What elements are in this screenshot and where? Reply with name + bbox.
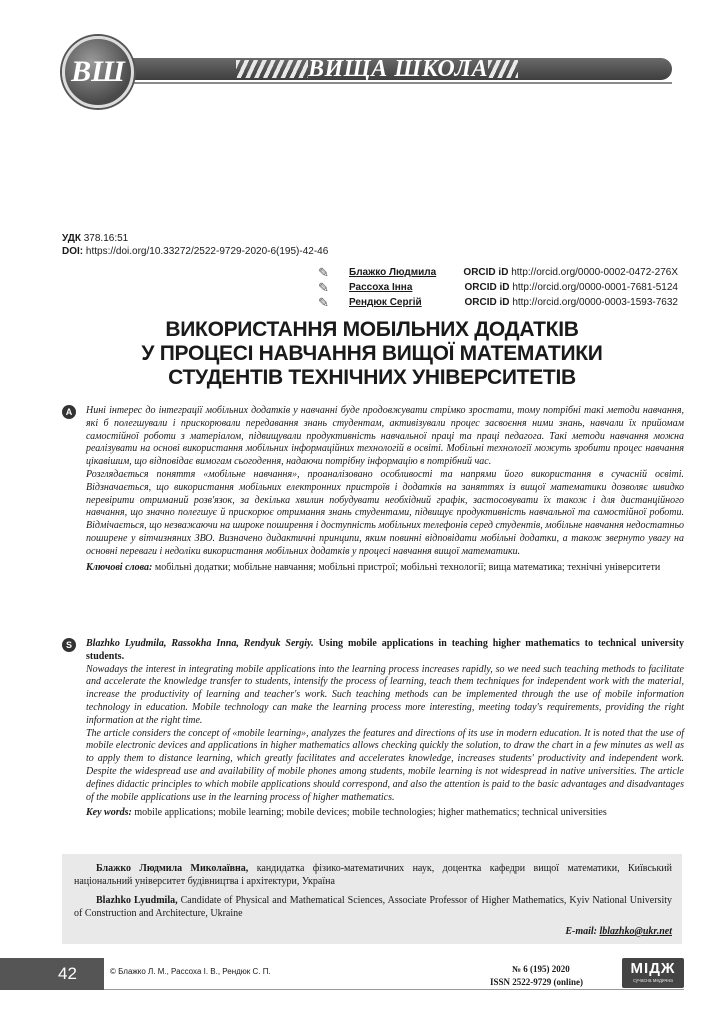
author-row [318, 295, 678, 310]
summary-badge: S [62, 638, 76, 652]
header-stripes [236, 60, 308, 78]
summary-paragraph: The article considers the concept of «mobile learning», analyzes the features and directions of its use in modern education. It is noted that the use of mobile electronic devices and applications in higher mathematics allows checking quickly the solution, to draw the chart in a few minutes as well as to apply them to distance learning, which greatly facilitates and accelerates knowledge, increases students' productivity and independent work. Despite the widespread use and availability of mobile phones among students, mobile learning is not widespread in native universities. The article defines didactic principles to which mobile applications should correspond, and also the attention is paid to the basic advantages and disadvantages of the mobile applications use in the learning process of higher mathematics. [86, 727, 684, 803]
author-name[interactable]: Рассоха Інна [349, 282, 413, 293]
section-title: ВИЩА ШКОЛА [308, 56, 489, 82]
article-title [62, 318, 682, 390]
logo-letters: ВШ [71, 55, 125, 88]
keywords [86, 807, 684, 820]
journal-brand-text: МІДЖ [630, 960, 676, 977]
orcid-label: ORCID iD [464, 282, 510, 293]
author-row [318, 280, 678, 295]
pen-icon: ✎ [318, 295, 329, 310]
title-line: У ПРОЦЕСІ НАВЧАННЯ ВИЩОЇ МАТЕМАТИКИ [141, 342, 603, 365]
author-list [318, 265, 678, 310]
keywords-text: мобільні додатки; мобільне навчання; мобільні пристрої; мобільні технології; вища математика; технічні університети [154, 561, 661, 573]
issue-number: № 6 (195) 2020 [512, 964, 570, 974]
orcid-label: ORCID iD [463, 267, 509, 278]
email-link[interactable]: lblazhko@ukr.net [599, 926, 672, 937]
udk-label: УДК [62, 233, 81, 244]
abstract-paragraph: Розглядається поняття «мобільне навчання», проаналізовано особливості та напрями його використання в сучасній освіті. Відзначається, що використання мобільних електронних пристроїв і додатків на заняттях із вищої математики дозволяє швидко перевірити отриманий розв'язок, за декілька хвилин побудувати необхідний графік, застосовувати їх також і для дистанційного навчання, що значно полегшує й прискорює отримання знань студентами, підвищує продуктивність навчальної та самостійної роботи. Відмічається, що незважаючи на широке поширення і доступність мобільних телефонів серед студентів, мобільне навчання недостатньо поширене у вітчизняних ЗВО. Визначено дидактичні принципи, яким повинні відповідати мобільні додатки, а також звернуто увагу на основні переваги і недоліки використання мобільних додатків у процесі навчання вищої математики. [86, 468, 684, 557]
keywords-label: Key words: [86, 807, 132, 819]
journal-brand-logo [622, 958, 684, 988]
summary-title: Using mobile applications in teaching higher mathematics to technical university students. [86, 638, 684, 662]
doi-label: DOI: [62, 246, 84, 257]
pen-icon: ✎ [318, 265, 329, 280]
title-line: ВИКОРИСТАННЯ МОБІЛЬНИХ ДОДАТКІВ [165, 318, 579, 341]
doi-link[interactable]: https://doi.org/10.33272/2522-9729-2020-6(195)-42-46 [85, 246, 329, 257]
header-underline [112, 82, 672, 84]
orcid [465, 295, 678, 310]
udk [62, 232, 128, 245]
author-name[interactable]: Рендюк Сергій [349, 297, 422, 308]
page-number: 42 [58, 964, 77, 983]
email [565, 926, 672, 937]
pen-icon: ✎ [318, 280, 329, 295]
summary-authors: Blazhko Lyudmila, Rassokha Inna, Rendyuk Sergiy. [86, 638, 314, 649]
author-info-desc: кандидатка фізико-математичних наук, доцентка кафедри вищої математики, Київський національний університет будівництва і архітектури, Україна [74, 863, 673, 887]
summary-heading [86, 638, 684, 664]
summary-paragraph: Nowadays the interest in integrating mobile applications into the learning process increases rapidly, so we need such teaching methods to facilitate and accelerate the knowledge transfer to students, intensify the process of learning, teach them techniques for independent work with the material, increase the productivity of learning and teacher's work. Such teaching methods can be implemented through the use of mobile information technology in education. Mobile technology can make the learning process more interesting, meeting today's requirements, providing the right information at the right time. [86, 663, 684, 726]
copyright-text: Блажко Л. М., Рассоха І. В., Рендюк С. П. [118, 967, 271, 976]
udk-value: 378.16:51 [83, 233, 129, 244]
header-stripes-right [488, 60, 518, 78]
journal-logo-icon [62, 36, 134, 108]
page-number-box [0, 958, 104, 990]
abstract-en [86, 638, 684, 820]
keywords [86, 562, 684, 575]
abstract-badge: A [62, 405, 76, 419]
keywords-label: Ключові слова: [86, 561, 153, 573]
orcid-label: ORCID iD [464, 297, 510, 308]
author-info-desc: Candidate of Physical and Mathematical Sciences, Associate Professor of Higher Mathematics, Kyiv National University of Construction and Architecture, Ukraine [74, 895, 673, 919]
issn: ISSN 2522-9729 (online) [490, 977, 584, 987]
author-name[interactable]: Блажко Людмила [349, 267, 437, 278]
journal-brand-subtext: сучасна медична [633, 978, 673, 984]
author-row [318, 265, 678, 280]
footer-divider [104, 989, 684, 990]
doi [62, 245, 328, 258]
abstract-paragraph: Нині інтерес до інтеграції мобільних додатків у навчанні буде продовжувати стрімко зростати, тому потрібні такі методи навчання, які б полегшували і прискорювали передавання знань студентам, активізували процес засвоєння ними знань, навчали їх прийомам самостійної роботи з матеріалом, підвищували продуктивність навчальної праці та праці педагога. Такі методи навчання можна реалізувати на основі використання мобільних інформаційних технологій в освіті. Мобільні технології можуть зробити процес навчання цікавішим, що відповідає вимогам сьогодення, надаючи потрібну інформацію в потрібний час. [86, 405, 684, 468]
orcid [465, 280, 678, 295]
copyright [110, 967, 271, 977]
author-info-ua [74, 862, 672, 888]
author-info-name: Блажко Людмила Миколаївна, [96, 863, 249, 874]
abstract-ua [86, 405, 684, 574]
author-info-box [62, 854, 682, 944]
author-info-name: Blazhko Lyudmila, [96, 895, 178, 906]
email-label: E-mail: [565, 926, 597, 937]
orcid-link[interactable]: http://orcid.org/0000-0003-1593-7632 [512, 297, 678, 308]
orcid-link[interactable]: http://orcid.org/0000-0002-0472-276X [511, 267, 678, 278]
keywords-text: mobile applications; mobile learning; mobile devices; mobile technologies; higher mathematics; technical universities [134, 807, 607, 819]
orcid [463, 265, 678, 280]
copyright-icon: © [110, 967, 116, 976]
orcid-link[interactable]: http://orcid.org/0000-0001-7681-5124 [512, 282, 678, 293]
author-info-en [74, 894, 672, 920]
title-line: СТУДЕНТІВ ТЕХНІЧНИХ УНІВЕРСИТЕТІВ [168, 366, 576, 389]
